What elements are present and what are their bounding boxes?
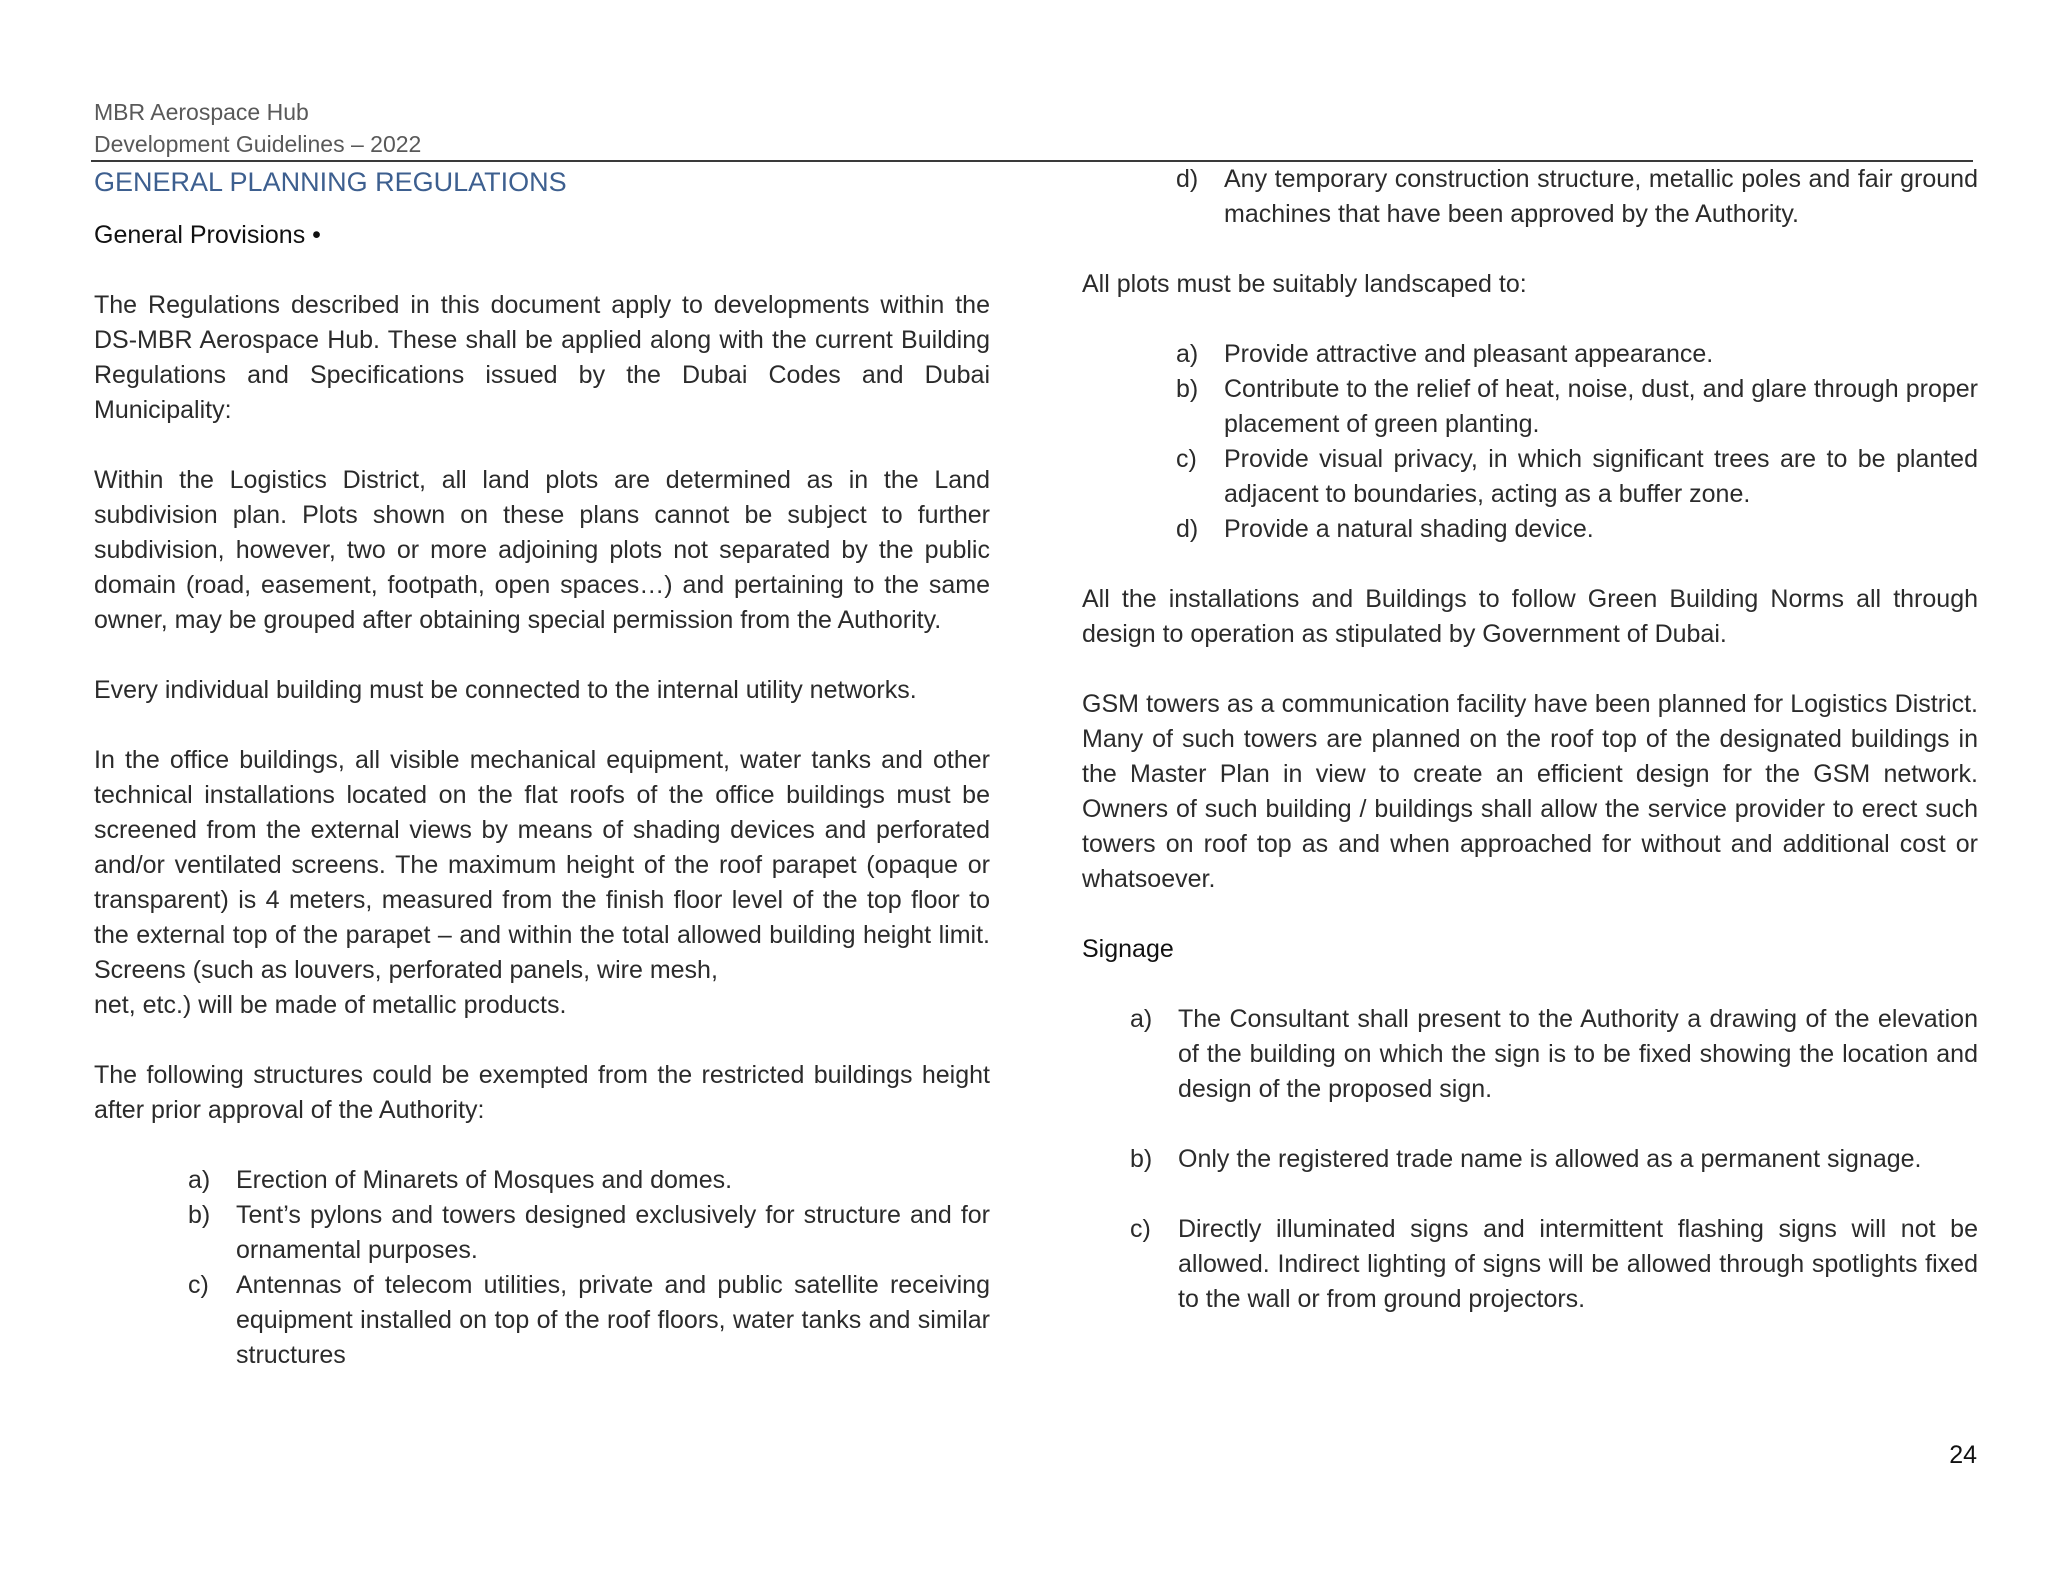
list-item: b) Only the registered trade name is allowed as a permanent signage. — [1130, 1145, 1922, 1173]
list-item: b) Tent’s pylons and towers designed exclusively for structure and for ornamental purposes. — [188, 1201, 990, 1264]
paragraph-exemptions-intro: The following structures could be exempted from the restricted buildings height after prior approval of the Authority: — [94, 1061, 990, 1124]
subheading-general-provisions: General Provisions • — [94, 221, 321, 249]
list-item: c) Provide visual privacy, in which significant trees are to be planted adjacent to boundaries, acting as a buffer zone. — [1176, 445, 1978, 508]
list-item: d) Any temporary construction structure, metallic poles and fair ground machines that have been approved by the Authority. — [1176, 165, 1978, 228]
header-title: MBR Aerospace Hub — [94, 99, 309, 125]
page-number: 24 — [1949, 1441, 1977, 1469]
list-item: a) Provide attractive and pleasant appearance. — [1176, 340, 1714, 368]
list-item: a) The Consultant shall present to the Authority a drawing of the elevation of the building on which the sign is to be fixed showing the location and design of the proposed sign. — [1130, 1005, 1978, 1103]
right-column — [1082, 162, 1978, 1317]
list-item: d) Provide a natural shading device. — [1176, 515, 1594, 543]
list-item: c) Antennas of telecom utilities, private and public satellite receiving equipment installed on top of the roof floors, water tanks and similar structures — [188, 1271, 990, 1369]
list-item: c) Directly illuminated signs and intermittent flashing signs will not be allowed. Indirect lighting of signs will be allowed through spotlights fixed to the wall or from ground projectors. — [1130, 1215, 1978, 1313]
paragraph-office-buildings-cont: net, etc.) will be made of metallic products. — [94, 991, 567, 1019]
paragraph-green-building: All the installations and Buildings to follow Green Building Norms all through design to operation as stipulated by Government of Dubai. — [1082, 585, 1978, 648]
landscape-list — [1176, 337, 1978, 547]
exemptions-list-continued — [1176, 162, 1978, 232]
exemptions-list — [188, 1163, 990, 1373]
list-item: b) Contribute to the relief of heat, noise, dust, and glare through proper placement of green planting. — [1176, 375, 1978, 438]
section-title: GENERAL PLANNING REGULATIONS — [94, 167, 567, 197]
paragraph-office-buildings: In the office buildings, all visible mechanical equipment, water tanks and other technical installations located on the flat roofs of the office buildings must be screened from the external views by means of shading devices and perforated and/or ventilated screens. The maximum height of the roof parapet (opaque or transparent) is 4 meters, measured from the finish floor level of the top floor to the external top of the parapet – and within the total allowed building height limit. Screens (such as louvers, perforated panels, wire mesh, — [94, 746, 990, 984]
signage-list — [1130, 1002, 1978, 1317]
paragraph-landscape-intro: All plots must be suitably landscaped to: — [1082, 270, 1527, 298]
left-column — [94, 162, 990, 1373]
paragraph-gsm-towers: GSM towers as a communication facility have been planned for Logistics District. Many of such towers are planned on the roof top of the designated buildings in the Master Plan in view to create an efficient design for the GSM network. Owners of such building / buildings shall allow the service provider to erect such towers on roof top as and when approached for without and additional cost or whatsoever. — [1082, 690, 1978, 893]
paragraph-logistics-district: Within the Logistics District, all land plots are determined as in the Land subdivision plan. Plots shown on these plans cannot be subject to further subdivision, however, two or more adjoining plots not separated by the public domain (road, easement, footpath, open spaces…) and pertaining to the same owner, may be grouped after obtaining special permission from the Authority. — [94, 466, 990, 634]
list-item: a) Erection of Minarets of Mosques and domes. — [188, 1166, 733, 1194]
paragraph-utility-networks: Every individual building must be connected to the internal utility networks. — [94, 676, 917, 704]
header-subtitle: Development Guidelines – 2022 — [94, 131, 422, 157]
document-header — [94, 96, 1974, 160]
subheading-signage: Signage — [1082, 935, 1174, 963]
paragraph-regulations: The Regulations described in this document apply to developments within the DS-MBR Aerospace Hub. These shall be applied along with the current Building Regulations and Specifications issued by the Dubai Codes and Dubai Municipality: — [94, 291, 990, 424]
